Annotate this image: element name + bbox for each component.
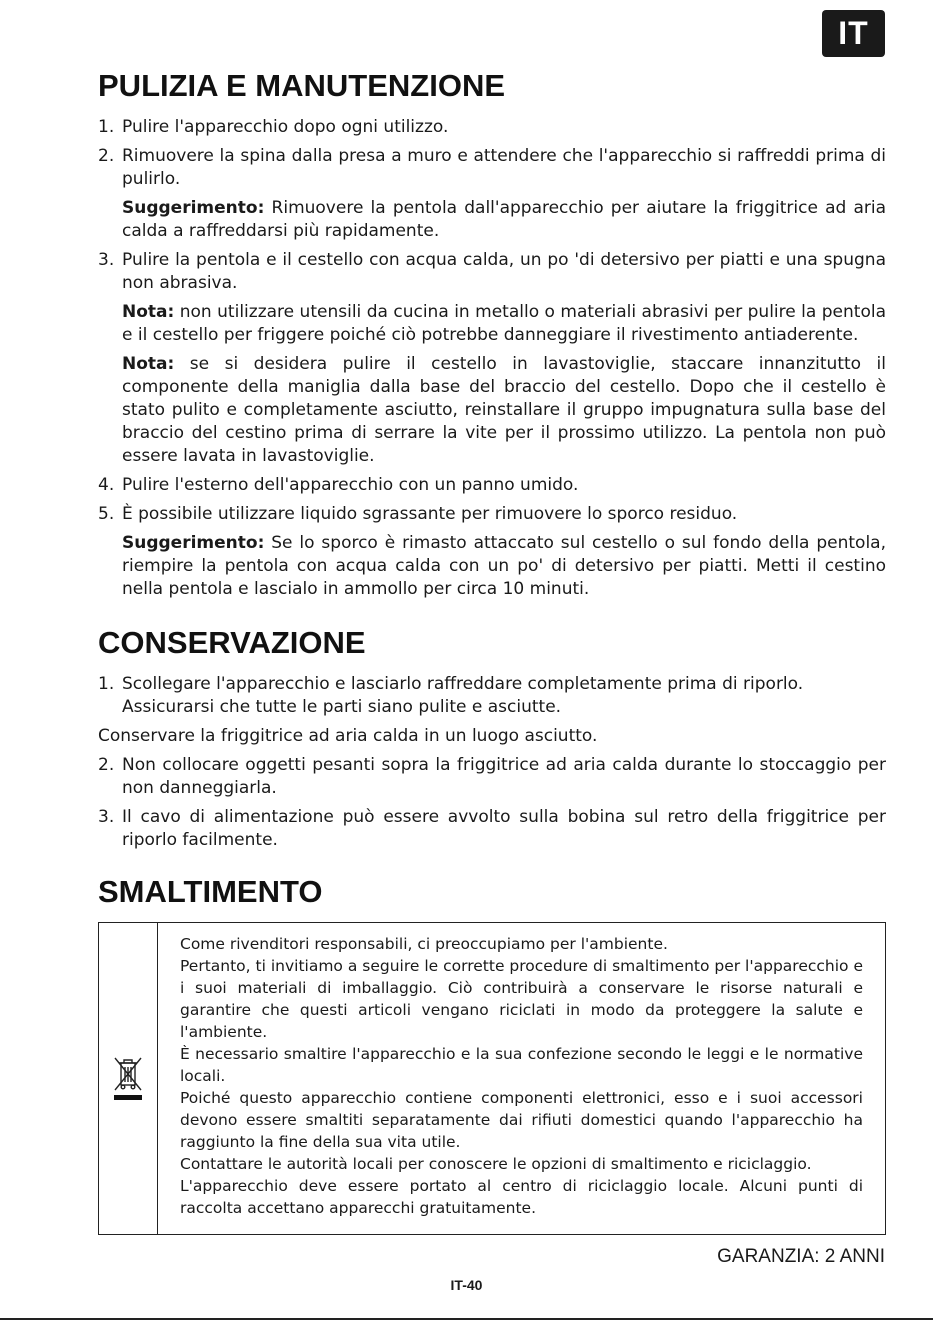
tip-text: Rimuovere la pentola dall'apparecchio per aiutare la friggitrice ad aria calda a raffreddarsi più rapidamente. <box>122 198 886 241</box>
list-text: È possibile utilizzare liquido sgrassante per rimuovere lo sporco residuo. <box>122 504 738 524</box>
list-item <box>98 116 886 139</box>
list-text: Pulire l'apparecchio dopo ogni utilizzo. <box>122 117 449 137</box>
list-number: 2. <box>98 755 115 775</box>
section-title-disposal: SMALTIMENTO <box>98 874 323 909</box>
list-text <box>122 673 886 719</box>
page-content <box>98 66 886 1235</box>
list-text-sub: Assicurarsi che tutte le parti siano pulite e asciutte. <box>122 697 562 717</box>
note-label: Nota: <box>122 302 175 322</box>
list-item <box>98 673 886 719</box>
bottom-rule <box>0 1318 933 1320</box>
tip-label: Suggerimento: <box>122 198 265 218</box>
list-text: Il cavo di alimentazione può essere avvolto sulla bobina sul retro della friggitrice per riporlo facilmente. <box>122 807 886 850</box>
list-number: 1. <box>98 674 115 694</box>
tip-text: Se lo sporco è rimasto attaccato sul cestello o sul fondo della pentola, riempire la pentola con acqua calda con un po' di detersivo per piatti. Metti il cestino nella pentola e lascialo in ammollo per circa 10 minuti. <box>122 533 886 599</box>
disposal-line: Come rivenditori responsabili, ci preoccupiamo per l'ambiente. <box>180 935 668 953</box>
section-title-storage: CONSERVAZIONE <box>98 625 366 660</box>
warranty-label: GARANZIA: 2 ANNI <box>717 1246 885 1267</box>
list-text: Pulire l'esterno dell'apparecchio con un panno umido. <box>122 475 579 495</box>
list-text-main: Scollegare l'apparecchio e lasciarlo raffreddare completamente prima di riporlo. <box>122 674 804 694</box>
disposal-line: Contattare le autorità locali per conoscere le opzioni di smaltimento e riciclaggio. <box>180 1155 812 1173</box>
section-title-cleaning: PULIZIA E MANUTENZIONE <box>98 68 506 103</box>
list-item <box>98 474 886 497</box>
list-number: 4. <box>98 475 115 495</box>
list-text: Non collocare oggetti pesanti sopra la friggitrice ad aria calda durante lo stoccaggio per non danneggiarla. <box>122 755 886 798</box>
tip-label: Suggerimento: <box>122 533 265 553</box>
weee-crossed-bin-icon <box>111 1055 145 1103</box>
tip-paragraph <box>122 532 886 601</box>
list-item <box>98 145 886 191</box>
list-number: 3. <box>98 250 115 270</box>
disposal-line: Pertanto, ti invitiamo a seguire le corrette procedure di smaltimento per l'apparecchio e i suoi materiali di imballaggio. Ciò contribuirà a conservare le risorse naturali e garantire che questi articoli vengano riciclati in modo da proteggere la salute e l'ambiente. <box>180 957 863 1041</box>
disposal-line: È necessario smaltire l'apparecchio e la sua confezione secondo le leggi e le normative locali. <box>180 1045 863 1085</box>
note-text: non utilizzare utensili da cucina in metallo o materiali abrasivi per pulire la pentola e il cestello per friggere poiché ciò potrebbe danneggiare il rivestimento antiaderente. <box>122 302 886 345</box>
list-number: 2. <box>98 146 115 166</box>
list-item <box>98 806 886 852</box>
list-item <box>98 754 886 800</box>
disposal-text <box>158 923 885 1234</box>
list-number: 1. <box>98 117 115 137</box>
note-text: se si desidera pulire il cestello in lavastoviglie, staccare innanzitutto il componente della maniglia dalla base del braccio del cestello. Dopo che il cestello è stato pulito e completamente asciutto, reinstallare il gruppo impugnatura sulla base del braccio del cestino prima di serrare la vite per il prossimo utilizzo. La pentola non può essere lavata in lavastoviglie. <box>122 354 886 466</box>
page-number: IT-40 <box>450 1277 483 1293</box>
disposal-icon-cell <box>99 923 158 1234</box>
disposal-line: L'apparecchio deve essere portato al centro di riciclaggio locale. Alcuni punti di raccolta accettano apparecchi gratuitamente. <box>180 1177 863 1217</box>
list-number: 5. <box>98 504 115 524</box>
note-label: Nota: <box>122 354 175 374</box>
language-badge: IT <box>822 10 885 57</box>
list-item <box>98 503 886 526</box>
list-text: Pulire la pentola e il cestello con acqua calda, un po 'di detersivo per piatti e una spugna non abrasiva. <box>122 250 886 293</box>
disposal-line: Poiché questo apparecchio contiene componenti elettronici, esso e i suoi accessori devono essere smaltiti separatamente dai rifiuti domestici quando l'apparecchio ha raggiunto la fine della sua vita utile. <box>180 1089 863 1151</box>
note-paragraph <box>122 353 886 468</box>
list-number: 3. <box>98 807 115 827</box>
list-item <box>98 249 886 295</box>
note-paragraph <box>122 301 886 347</box>
storage-paragraph: Conservare la friggitrice ad aria calda in un luogo asciutto. <box>98 726 598 746</box>
tip-paragraph <box>122 197 886 243</box>
disposal-box <box>98 922 886 1235</box>
list-text: Rimuovere la spina dalla presa a muro e attendere che l'apparecchio si raffreddi prima di pulirlo. <box>122 146 886 189</box>
